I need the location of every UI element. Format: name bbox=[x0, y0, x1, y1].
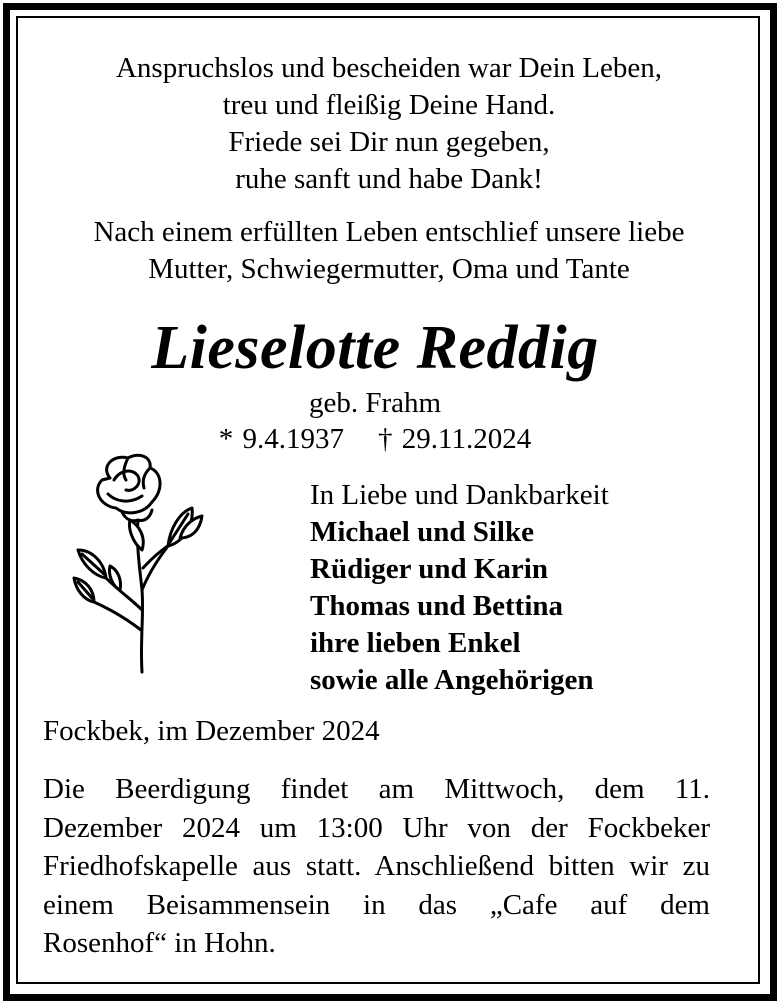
mourner-name: Thomas und Bettina bbox=[310, 590, 564, 622]
funeral-line: Rosenhof“ in Hohn. bbox=[43, 927, 276, 959]
poem bbox=[0, 50, 778, 198]
death-date: † 29.11.2024 bbox=[378, 423, 532, 455]
funeral-line: Dezember 2024 um 13:00 Uhr von der Fockbeker bbox=[43, 811, 710, 844]
poem-line: Anspruchslos und bescheiden war Dein Leben, bbox=[115, 52, 662, 84]
maiden-name: geb. Frahm bbox=[308, 387, 442, 419]
mourners-block bbox=[310, 477, 609, 699]
announcement-intro bbox=[0, 214, 778, 288]
funeral-line: einem Beisammensein in das „Cafe auf dem bbox=[43, 888, 710, 921]
deceased-name: Lieselotte Reddig bbox=[151, 314, 599, 382]
birth-date: * 9.4.1937 bbox=[218, 423, 345, 455]
funeral-line: Die Beerdigung findet am Mittwoch, dem 11. bbox=[43, 773, 710, 805]
poem-line: Friede sei Dir nun gegeben, bbox=[228, 126, 550, 158]
mourners-intro: In Liebe und Dankbarkeit bbox=[310, 479, 609, 511]
funeral-line: Friedhofskapelle aus statt. Anschließend bitten wir zu bbox=[43, 850, 710, 882]
mourner-name: ihre lieben Enkel bbox=[310, 627, 521, 659]
mourner-name: sowie alle Angehörigen bbox=[310, 664, 594, 696]
intro-line: Nach einem erfüllten Leben entschlief unsere liebe bbox=[93, 216, 685, 248]
poem-line: treu und fleißig Deine Hand. bbox=[222, 89, 556, 121]
place-and-date: Fockbek, im Dezember 2024 bbox=[43, 715, 380, 747]
poem-line: ruhe sanft und habe Dank! bbox=[235, 163, 543, 195]
intro-line: Mutter, Schwiegermutter, Oma und Tante bbox=[148, 253, 630, 285]
mourner-name: Rüdiger und Karin bbox=[310, 553, 548, 585]
mourner-name: Michael und Silke bbox=[310, 516, 534, 548]
funeral-notice bbox=[43, 770, 710, 963]
rose-icon bbox=[70, 450, 205, 680]
